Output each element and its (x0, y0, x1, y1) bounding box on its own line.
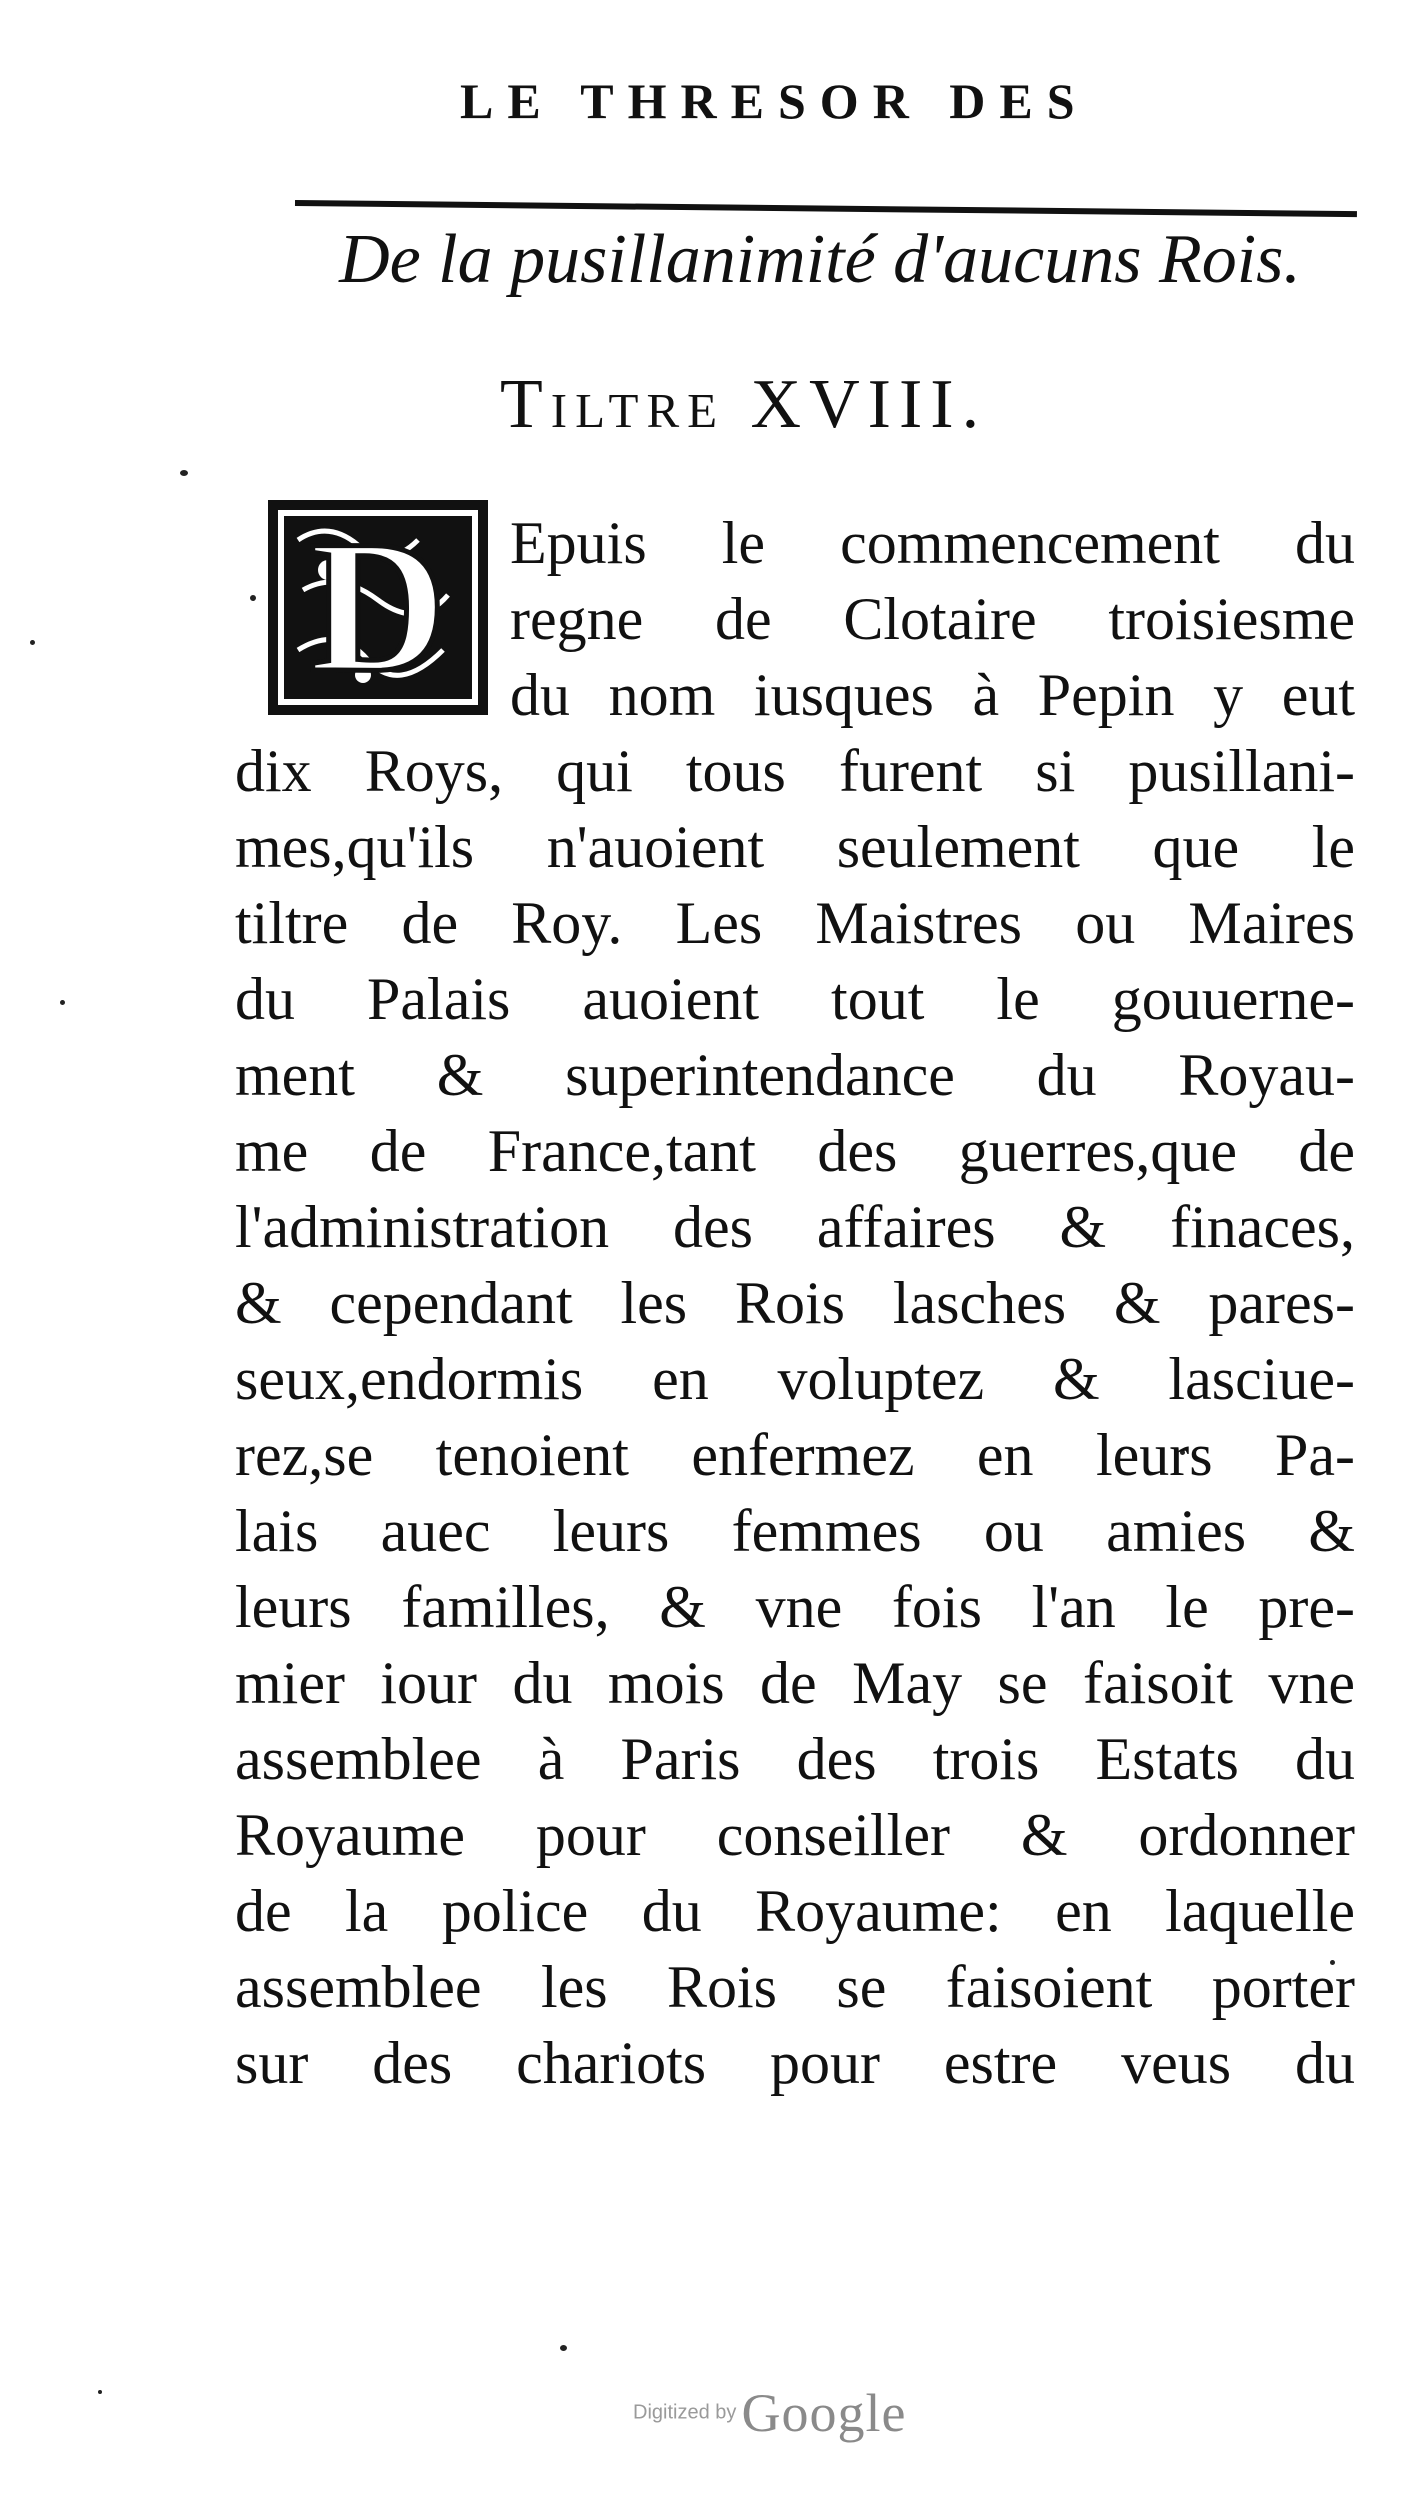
watermark-prefix: Digitized by (633, 2401, 737, 2424)
scan-speck (30, 640, 35, 645)
initial-letter: D (309, 502, 447, 712)
text-line: assemblee à Paris des trois Estats du (235, 1726, 1355, 1792)
text-line: Royaume pour conseiller & ordonner (235, 1802, 1355, 1868)
scan-speck (560, 2345, 567, 2351)
text-line: mier iour du mois de May se faisoit vne (235, 1650, 1355, 1716)
body-text (235, 505, 1355, 2101)
header-rule (295, 200, 1357, 217)
text-line: mes,qu'ils n'auoient seulement que le (235, 814, 1355, 880)
text-line: l'administration des affaires & finaces, (235, 1194, 1355, 1260)
text-line: de la police du Royaume: en laquelle (235, 1878, 1355, 1944)
text-line: seux,endormis en voluptez & lasciue- (235, 1346, 1355, 1412)
text-line: leurs familles, & vne fois l'an le pre- (235, 1574, 1355, 1640)
text-line: sur des chariots pour estre veus du (235, 2030, 1355, 2096)
chapter-number: Tiltre XVIII. (500, 366, 988, 443)
running-head: LE THRESOR DES (460, 73, 1089, 129)
text-line: Epuis le commencement du (510, 510, 1355, 576)
google-logo: Google (741, 2383, 907, 2443)
text-line: tiltre de Roy. Les Maistres ou Maires (235, 890, 1355, 956)
scan-speck (180, 470, 188, 476)
text-line: dix Roys, qui tous furent si pusillani- (235, 738, 1355, 804)
scan-speck (60, 1000, 65, 1005)
text-line: regne de Clotaire troisiesme (510, 586, 1355, 652)
text-line: du nom iusques à Pepin y eut (510, 662, 1355, 728)
chapter-title: De la pusillanimité d'aucuns Rois. (339, 221, 1301, 298)
text-line: & cependant les Rois lasches & pares- (235, 1270, 1355, 1336)
text-line: du Palais auoient tout le gouuerne- (235, 966, 1355, 1032)
text-line: lais auec leurs femmes ou amies & (235, 1498, 1355, 1564)
text-line: assemblee les Rois se faisoient porter (235, 1954, 1355, 2020)
text-line: me de France,tant des guerres,que de (235, 1118, 1355, 1184)
text-line: ment & superintendance du Royau- (235, 1042, 1355, 1108)
digitized-watermark (633, 2382, 953, 2452)
text-line: rez,se tenoient enfermez en leurs Pa- (235, 1422, 1355, 1488)
scan-speck (98, 2390, 102, 2394)
